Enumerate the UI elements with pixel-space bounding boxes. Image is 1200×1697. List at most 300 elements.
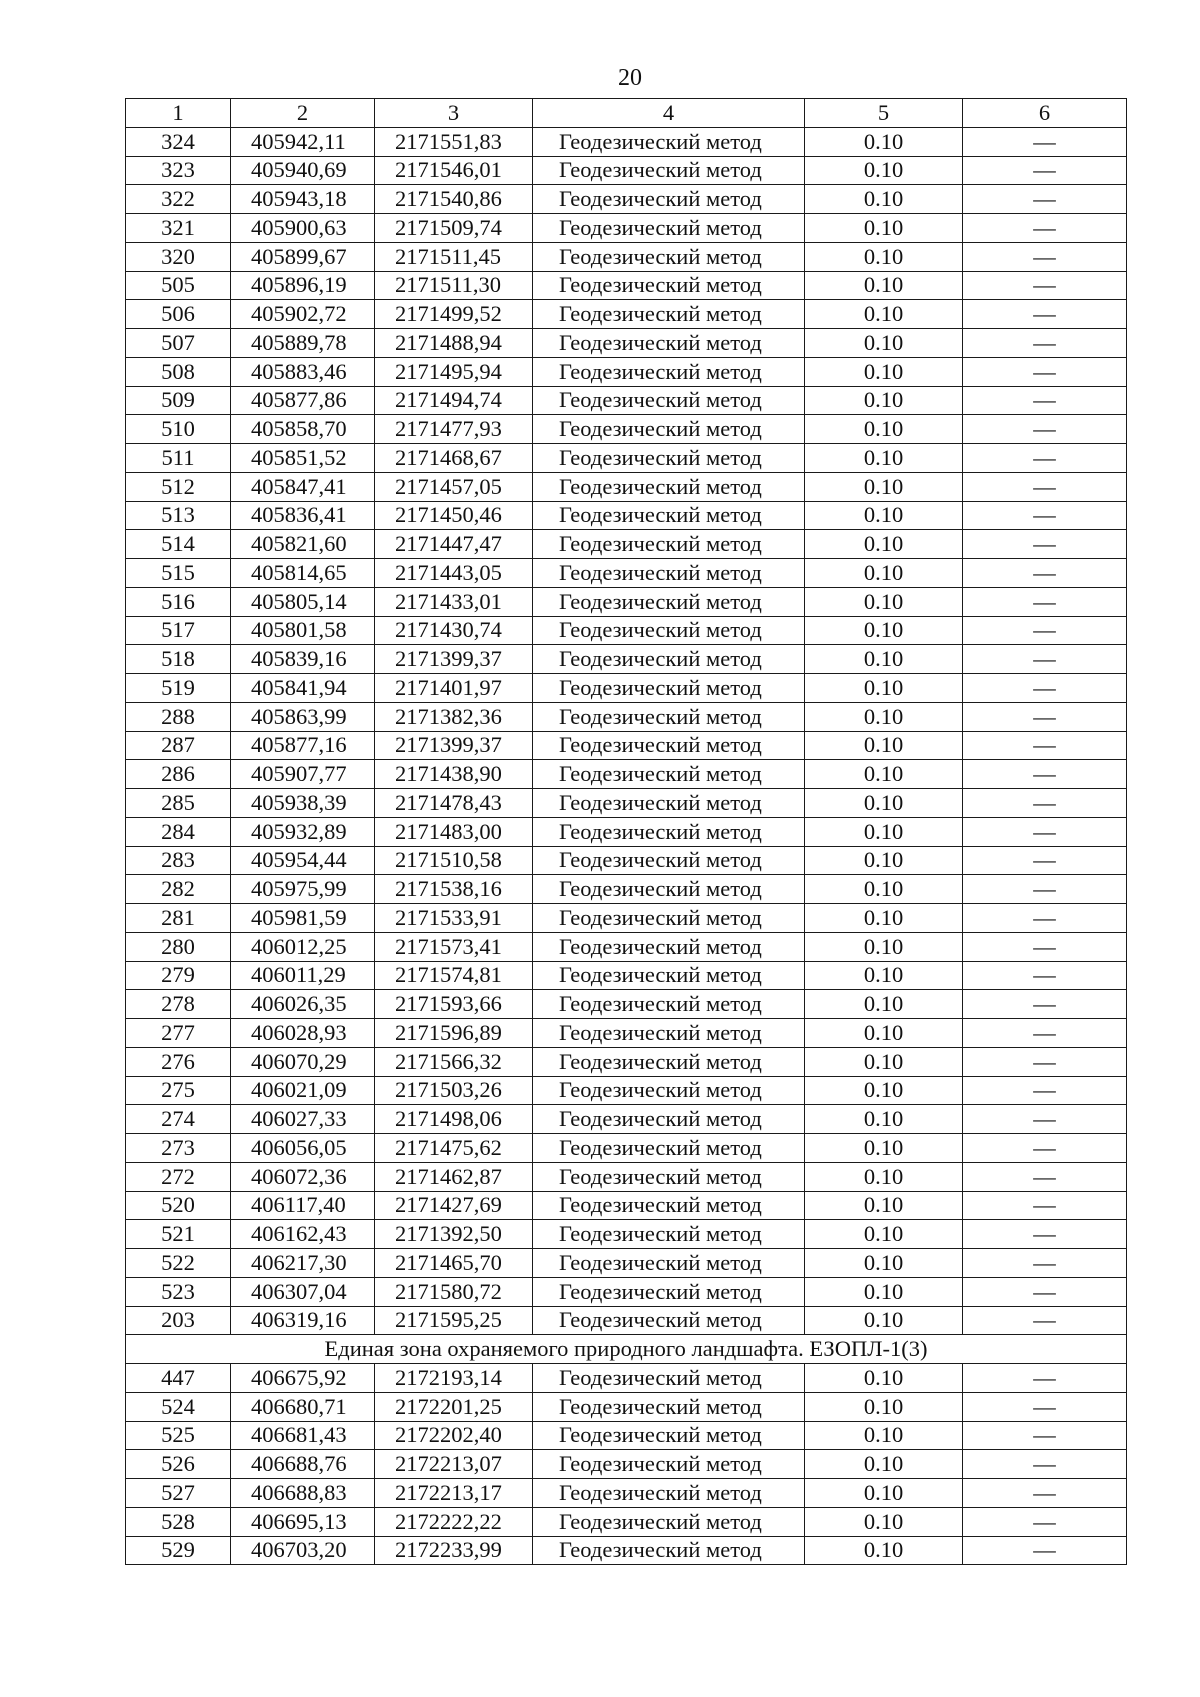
note-cell: — xyxy=(963,1105,1127,1134)
y-coordinate-cell: 2172193,14 xyxy=(375,1364,533,1393)
method-cell: Геодезический метод xyxy=(533,961,805,990)
accuracy-cell: 0.10 xyxy=(805,214,963,243)
accuracy-cell: 0.10 xyxy=(805,242,963,271)
x-coordinate-cell: 406027,33 xyxy=(231,1105,375,1134)
note-cell: — xyxy=(963,1392,1127,1421)
page-number: 20 xyxy=(618,65,642,91)
accuracy-cell: 0.10 xyxy=(805,1134,963,1163)
method-cell: Геодезический метод xyxy=(533,1277,805,1306)
accuracy-cell: 0.10 xyxy=(805,789,963,818)
table-row xyxy=(126,1450,1127,1479)
table-row xyxy=(126,501,1127,530)
table-row xyxy=(126,1421,1127,1450)
x-coordinate-cell: 405847,41 xyxy=(231,472,375,501)
y-coordinate-cell: 2171457,05 xyxy=(375,472,533,501)
point-number-cell: 521 xyxy=(126,1220,231,1249)
accuracy-cell: 0.10 xyxy=(805,1507,963,1536)
point-number-cell: 284 xyxy=(126,817,231,846)
accuracy-cell: 0.10 xyxy=(805,357,963,386)
y-coordinate-cell: 2171462,87 xyxy=(375,1162,533,1191)
table-row xyxy=(126,990,1127,1019)
table-row xyxy=(126,1220,1127,1249)
x-coordinate-cell: 406072,36 xyxy=(231,1162,375,1191)
note-cell: — xyxy=(963,1047,1127,1076)
method-cell: Геодезический метод xyxy=(533,817,805,846)
accuracy-cell: 0.10 xyxy=(805,1191,963,1220)
y-coordinate-cell: 2171546,01 xyxy=(375,156,533,185)
x-coordinate-cell: 405877,86 xyxy=(231,386,375,415)
point-number-cell: 511 xyxy=(126,444,231,473)
point-number-cell: 286 xyxy=(126,760,231,789)
note-cell: — xyxy=(963,214,1127,243)
note-cell: — xyxy=(963,674,1127,703)
accuracy-cell: 0.10 xyxy=(805,961,963,990)
method-cell: Геодезический метод xyxy=(533,1479,805,1508)
y-coordinate-cell: 2171475,62 xyxy=(375,1134,533,1163)
method-cell: Геодезический метод xyxy=(533,1392,805,1421)
header-row xyxy=(126,99,1127,128)
point-number-cell: 510 xyxy=(126,415,231,444)
note-cell: — xyxy=(963,501,1127,530)
note-cell: — xyxy=(963,702,1127,731)
accuracy-cell: 0.10 xyxy=(805,1450,963,1479)
y-coordinate-cell: 2171483,00 xyxy=(375,817,533,846)
x-coordinate-cell: 405932,89 xyxy=(231,817,375,846)
accuracy-cell: 0.10 xyxy=(805,530,963,559)
x-coordinate-cell: 406688,83 xyxy=(231,1479,375,1508)
y-coordinate-cell: 2171443,05 xyxy=(375,559,533,588)
accuracy-cell: 0.10 xyxy=(805,731,963,760)
method-cell: Геодезический метод xyxy=(533,875,805,904)
method-cell: Геодезический метод xyxy=(533,214,805,243)
table-row xyxy=(126,587,1127,616)
method-cell: Геодезический метод xyxy=(533,731,805,760)
note-cell: — xyxy=(963,616,1127,645)
header-cell: 5 xyxy=(805,99,963,128)
y-coordinate-cell: 2171499,52 xyxy=(375,300,533,329)
note-cell: — xyxy=(963,817,1127,846)
accuracy-cell: 0.10 xyxy=(805,1019,963,1048)
point-number-cell: 280 xyxy=(126,932,231,961)
table-row xyxy=(126,530,1127,559)
note-cell: — xyxy=(963,875,1127,904)
y-coordinate-cell: 2171478,43 xyxy=(375,789,533,818)
note-cell: — xyxy=(963,731,1127,760)
point-number-cell: 283 xyxy=(126,846,231,875)
note-cell: — xyxy=(963,156,1127,185)
accuracy-cell: 0.10 xyxy=(805,559,963,588)
x-coordinate-cell: 405942,11 xyxy=(231,127,375,156)
note-cell: — xyxy=(963,1450,1127,1479)
y-coordinate-cell: 2172202,40 xyxy=(375,1421,533,1450)
y-coordinate-cell: 2171495,94 xyxy=(375,357,533,386)
point-number-cell: 323 xyxy=(126,156,231,185)
point-number-cell: 277 xyxy=(126,1019,231,1048)
note-cell: — xyxy=(963,357,1127,386)
note-cell: — xyxy=(963,1162,1127,1191)
table-row xyxy=(126,185,1127,214)
header-cell: 3 xyxy=(375,99,533,128)
y-coordinate-cell: 2171430,74 xyxy=(375,616,533,645)
x-coordinate-cell: 406680,71 xyxy=(231,1392,375,1421)
x-coordinate-cell: 406675,92 xyxy=(231,1364,375,1393)
note-cell: — xyxy=(963,530,1127,559)
x-coordinate-cell: 405858,70 xyxy=(231,415,375,444)
point-number-cell: 288 xyxy=(126,702,231,731)
table-row xyxy=(126,242,1127,271)
method-cell: Геодезический метод xyxy=(533,1364,805,1393)
method-cell: Геодезический метод xyxy=(533,1047,805,1076)
y-coordinate-cell: 2171427,69 xyxy=(375,1191,533,1220)
accuracy-cell: 0.10 xyxy=(805,1162,963,1191)
note-cell: — xyxy=(963,1076,1127,1105)
note-cell: — xyxy=(963,1191,1127,1220)
x-coordinate-cell: 406681,43 xyxy=(231,1421,375,1450)
table-row xyxy=(126,472,1127,501)
method-cell: Геодезический метод xyxy=(533,1306,805,1335)
note-cell: — xyxy=(963,300,1127,329)
x-coordinate-cell: 406056,05 xyxy=(231,1134,375,1163)
table-row xyxy=(126,904,1127,933)
x-coordinate-cell: 406217,30 xyxy=(231,1249,375,1278)
x-coordinate-cell: 406011,29 xyxy=(231,961,375,990)
point-number-cell: 512 xyxy=(126,472,231,501)
method-cell: Геодезический метод xyxy=(533,1421,805,1450)
accuracy-cell: 0.10 xyxy=(805,127,963,156)
note-cell: — xyxy=(963,329,1127,358)
accuracy-cell: 0.10 xyxy=(805,501,963,530)
method-cell: Геодезический метод xyxy=(533,415,805,444)
table-row xyxy=(126,1479,1127,1508)
note-cell: — xyxy=(963,1220,1127,1249)
y-coordinate-cell: 2171401,97 xyxy=(375,674,533,703)
note-cell: — xyxy=(963,1277,1127,1306)
point-number-cell: 278 xyxy=(126,990,231,1019)
accuracy-cell: 0.10 xyxy=(805,1105,963,1134)
point-number-cell: 506 xyxy=(126,300,231,329)
x-coordinate-cell: 405821,60 xyxy=(231,530,375,559)
header-cell: 4 xyxy=(533,99,805,128)
x-coordinate-cell: 405836,41 xyxy=(231,501,375,530)
table-row xyxy=(126,1191,1127,1220)
x-coordinate-cell: 405877,16 xyxy=(231,731,375,760)
x-coordinate-cell: 405851,52 xyxy=(231,444,375,473)
point-number-cell: 515 xyxy=(126,559,231,588)
y-coordinate-cell: 2171593,66 xyxy=(375,990,533,1019)
method-cell: Геодезический метод xyxy=(533,1536,805,1565)
table-row xyxy=(126,156,1127,185)
x-coordinate-cell: 405883,46 xyxy=(231,357,375,386)
method-cell: Геодезический метод xyxy=(533,846,805,875)
method-cell: Геодезический метод xyxy=(533,1105,805,1134)
method-cell: Геодезический метод xyxy=(533,702,805,731)
point-number-cell: 505 xyxy=(126,271,231,300)
header-cell: 2 xyxy=(231,99,375,128)
table-row xyxy=(126,1047,1127,1076)
y-coordinate-cell: 2171509,74 xyxy=(375,214,533,243)
x-coordinate-cell: 406021,09 xyxy=(231,1076,375,1105)
y-coordinate-cell: 2171450,46 xyxy=(375,501,533,530)
x-coordinate-cell: 405814,65 xyxy=(231,559,375,588)
x-coordinate-cell: 406319,16 xyxy=(231,1306,375,1335)
accuracy-cell: 0.10 xyxy=(805,1249,963,1278)
accuracy-cell: 0.10 xyxy=(805,875,963,904)
table-row xyxy=(126,731,1127,760)
method-cell: Геодезический метод xyxy=(533,357,805,386)
point-number-cell: 525 xyxy=(126,1421,231,1450)
y-coordinate-cell: 2172213,07 xyxy=(375,1450,533,1479)
y-coordinate-cell: 2172222,22 xyxy=(375,1507,533,1536)
x-coordinate-cell: 406688,76 xyxy=(231,1450,375,1479)
accuracy-cell: 0.10 xyxy=(805,1421,963,1450)
y-coordinate-cell: 2171399,37 xyxy=(375,645,533,674)
point-number-cell: 520 xyxy=(126,1191,231,1220)
x-coordinate-cell: 406117,40 xyxy=(231,1191,375,1220)
accuracy-cell: 0.10 xyxy=(805,645,963,674)
y-coordinate-cell: 2171533,91 xyxy=(375,904,533,933)
method-cell: Геодезический метод xyxy=(533,1134,805,1163)
point-number-cell: 519 xyxy=(126,674,231,703)
y-coordinate-cell: 2171465,70 xyxy=(375,1249,533,1278)
y-coordinate-cell: 2171477,93 xyxy=(375,415,533,444)
table-row xyxy=(126,559,1127,588)
table-row xyxy=(126,127,1127,156)
x-coordinate-cell: 406028,93 xyxy=(231,1019,375,1048)
x-coordinate-cell: 405801,58 xyxy=(231,616,375,645)
accuracy-cell: 0.10 xyxy=(805,760,963,789)
method-cell: Геодезический метод xyxy=(533,990,805,1019)
x-coordinate-cell: 405981,59 xyxy=(231,904,375,933)
accuracy-cell: 0.10 xyxy=(805,1047,963,1076)
y-coordinate-cell: 2171433,01 xyxy=(375,587,533,616)
note-cell: — xyxy=(963,1306,1127,1335)
method-cell: Геодезический метод xyxy=(533,444,805,473)
table-row xyxy=(126,444,1127,473)
point-number-cell: 275 xyxy=(126,1076,231,1105)
accuracy-cell: 0.10 xyxy=(805,156,963,185)
x-coordinate-cell: 406162,43 xyxy=(231,1220,375,1249)
accuracy-cell: 0.10 xyxy=(805,472,963,501)
note-cell: — xyxy=(963,1507,1127,1536)
point-number-cell: 523 xyxy=(126,1277,231,1306)
y-coordinate-cell: 2172213,17 xyxy=(375,1479,533,1508)
y-coordinate-cell: 2171468,67 xyxy=(375,444,533,473)
note-cell: — xyxy=(963,760,1127,789)
accuracy-cell: 0.10 xyxy=(805,1306,963,1335)
y-coordinate-cell: 2171573,41 xyxy=(375,932,533,961)
accuracy-cell: 0.10 xyxy=(805,990,963,1019)
method-cell: Геодезический метод xyxy=(533,242,805,271)
method-cell: Геодезический метод xyxy=(533,530,805,559)
method-cell: Геодезический метод xyxy=(533,789,805,818)
y-coordinate-cell: 2171574,81 xyxy=(375,961,533,990)
point-number-cell: 282 xyxy=(126,875,231,904)
note-cell: — xyxy=(963,185,1127,214)
table-row xyxy=(126,1277,1127,1306)
note-cell: — xyxy=(963,415,1127,444)
accuracy-cell: 0.10 xyxy=(805,1392,963,1421)
note-cell: — xyxy=(963,1019,1127,1048)
accuracy-cell: 0.10 xyxy=(805,846,963,875)
x-coordinate-cell: 406012,25 xyxy=(231,932,375,961)
note-cell: — xyxy=(963,1536,1127,1565)
table-row xyxy=(126,846,1127,875)
table-row xyxy=(126,1536,1127,1565)
method-cell: Геодезический метод xyxy=(533,156,805,185)
table-row xyxy=(126,645,1127,674)
y-coordinate-cell: 2171447,47 xyxy=(375,530,533,559)
accuracy-cell: 0.10 xyxy=(805,817,963,846)
method-cell: Геодезический метод xyxy=(533,645,805,674)
point-number-cell: 516 xyxy=(126,587,231,616)
y-coordinate-cell: 2171488,94 xyxy=(375,329,533,358)
x-coordinate-cell: 406307,04 xyxy=(231,1277,375,1306)
note-cell: — xyxy=(963,472,1127,501)
method-cell: Геодезический метод xyxy=(533,185,805,214)
x-coordinate-cell: 405841,94 xyxy=(231,674,375,703)
method-cell: Геодезический метод xyxy=(533,386,805,415)
note-cell: — xyxy=(963,961,1127,990)
y-coordinate-cell: 2172201,25 xyxy=(375,1392,533,1421)
x-coordinate-cell: 405938,39 xyxy=(231,789,375,818)
method-cell: Геодезический метод xyxy=(533,1019,805,1048)
point-number-cell: 273 xyxy=(126,1134,231,1163)
accuracy-cell: 0.10 xyxy=(805,1076,963,1105)
accuracy-cell: 0.10 xyxy=(805,300,963,329)
table-row xyxy=(126,932,1127,961)
accuracy-cell: 0.10 xyxy=(805,616,963,645)
table-row xyxy=(126,875,1127,904)
point-number-cell: 287 xyxy=(126,731,231,760)
point-number-cell: 517 xyxy=(126,616,231,645)
y-coordinate-cell: 2172233,99 xyxy=(375,1536,533,1565)
table-row xyxy=(126,1507,1127,1536)
table-row xyxy=(126,1392,1127,1421)
accuracy-cell: 0.10 xyxy=(805,386,963,415)
y-coordinate-cell: 2171399,37 xyxy=(375,731,533,760)
table-row xyxy=(126,1019,1127,1048)
x-coordinate-cell: 405889,78 xyxy=(231,329,375,358)
accuracy-cell: 0.10 xyxy=(805,904,963,933)
point-number-cell: 281 xyxy=(126,904,231,933)
table-row xyxy=(126,214,1127,243)
method-cell: Геодезический метод xyxy=(533,300,805,329)
table-row xyxy=(126,961,1127,990)
note-cell: — xyxy=(963,127,1127,156)
point-number-cell: 526 xyxy=(126,1450,231,1479)
y-coordinate-cell: 2171498,06 xyxy=(375,1105,533,1134)
point-number-cell: 514 xyxy=(126,530,231,559)
table-row xyxy=(126,386,1127,415)
table-row xyxy=(126,817,1127,846)
table-row xyxy=(126,1306,1127,1335)
method-cell: Геодезический метод xyxy=(533,127,805,156)
point-number-cell: 274 xyxy=(126,1105,231,1134)
accuracy-cell: 0.10 xyxy=(805,185,963,214)
method-cell: Геодезический метод xyxy=(533,1076,805,1105)
point-number-cell: 527 xyxy=(126,1479,231,1508)
y-coordinate-cell: 2171540,86 xyxy=(375,185,533,214)
x-coordinate-cell: 405907,77 xyxy=(231,760,375,789)
note-cell: — xyxy=(963,444,1127,473)
note-cell: — xyxy=(963,271,1127,300)
note-cell: — xyxy=(963,242,1127,271)
note-cell: — xyxy=(963,559,1127,588)
header-cell: 6 xyxy=(963,99,1127,128)
accuracy-cell: 0.10 xyxy=(805,702,963,731)
y-coordinate-cell: 2171511,30 xyxy=(375,271,533,300)
method-cell: Геодезический метод xyxy=(533,616,805,645)
note-cell: — xyxy=(963,904,1127,933)
accuracy-cell: 0.10 xyxy=(805,1536,963,1565)
accuracy-cell: 0.10 xyxy=(805,674,963,703)
table-row xyxy=(126,1076,1127,1105)
table-row xyxy=(126,702,1127,731)
table-row xyxy=(126,357,1127,386)
accuracy-cell: 0.10 xyxy=(805,1277,963,1306)
accuracy-cell: 0.10 xyxy=(805,271,963,300)
x-coordinate-cell: 406695,13 xyxy=(231,1507,375,1536)
point-number-cell: 320 xyxy=(126,242,231,271)
method-cell: Геодезический метод xyxy=(533,271,805,300)
table-row xyxy=(126,415,1127,444)
note-cell: — xyxy=(963,932,1127,961)
x-coordinate-cell: 405975,99 xyxy=(231,875,375,904)
point-number-cell: 276 xyxy=(126,1047,231,1076)
point-number-cell: 203 xyxy=(126,1306,231,1335)
method-cell: Геодезический метод xyxy=(533,559,805,588)
point-number-cell: 513 xyxy=(126,501,231,530)
accuracy-cell: 0.10 xyxy=(805,444,963,473)
table-row xyxy=(126,616,1127,645)
note-cell: — xyxy=(963,789,1127,818)
header-cell: 1 xyxy=(126,99,231,128)
table-row xyxy=(126,271,1127,300)
table-row xyxy=(126,1249,1127,1278)
method-cell: Геодезический метод xyxy=(533,760,805,789)
point-number-cell: 522 xyxy=(126,1249,231,1278)
x-coordinate-cell: 405899,67 xyxy=(231,242,375,271)
x-coordinate-cell: 405839,16 xyxy=(231,645,375,674)
method-cell: Геодезический метод xyxy=(533,587,805,616)
table-row xyxy=(126,674,1127,703)
note-cell: — xyxy=(963,1479,1127,1508)
x-coordinate-cell: 406026,35 xyxy=(231,990,375,1019)
method-cell: Геодезический метод xyxy=(533,1220,805,1249)
method-cell: Геодезический метод xyxy=(533,1191,805,1220)
point-number-cell: 508 xyxy=(126,357,231,386)
y-coordinate-cell: 2171511,45 xyxy=(375,242,533,271)
y-coordinate-cell: 2171538,16 xyxy=(375,875,533,904)
point-number-cell: 507 xyxy=(126,329,231,358)
table-row xyxy=(126,1162,1127,1191)
point-number-cell: 285 xyxy=(126,789,231,818)
table-row xyxy=(126,300,1127,329)
accuracy-cell: 0.10 xyxy=(805,415,963,444)
point-number-cell: 324 xyxy=(126,127,231,156)
method-cell: Геодезический метод xyxy=(533,904,805,933)
table-row xyxy=(126,789,1127,818)
note-cell: — xyxy=(963,1134,1127,1163)
note-cell: — xyxy=(963,1421,1127,1450)
x-coordinate-cell: 406070,29 xyxy=(231,1047,375,1076)
table-row xyxy=(126,760,1127,789)
method-cell: Геодезический метод xyxy=(533,472,805,501)
y-coordinate-cell: 2171392,50 xyxy=(375,1220,533,1249)
accuracy-cell: 0.10 xyxy=(805,1364,963,1393)
method-cell: Геодезический метод xyxy=(533,1507,805,1536)
point-number-cell: 272 xyxy=(126,1162,231,1191)
